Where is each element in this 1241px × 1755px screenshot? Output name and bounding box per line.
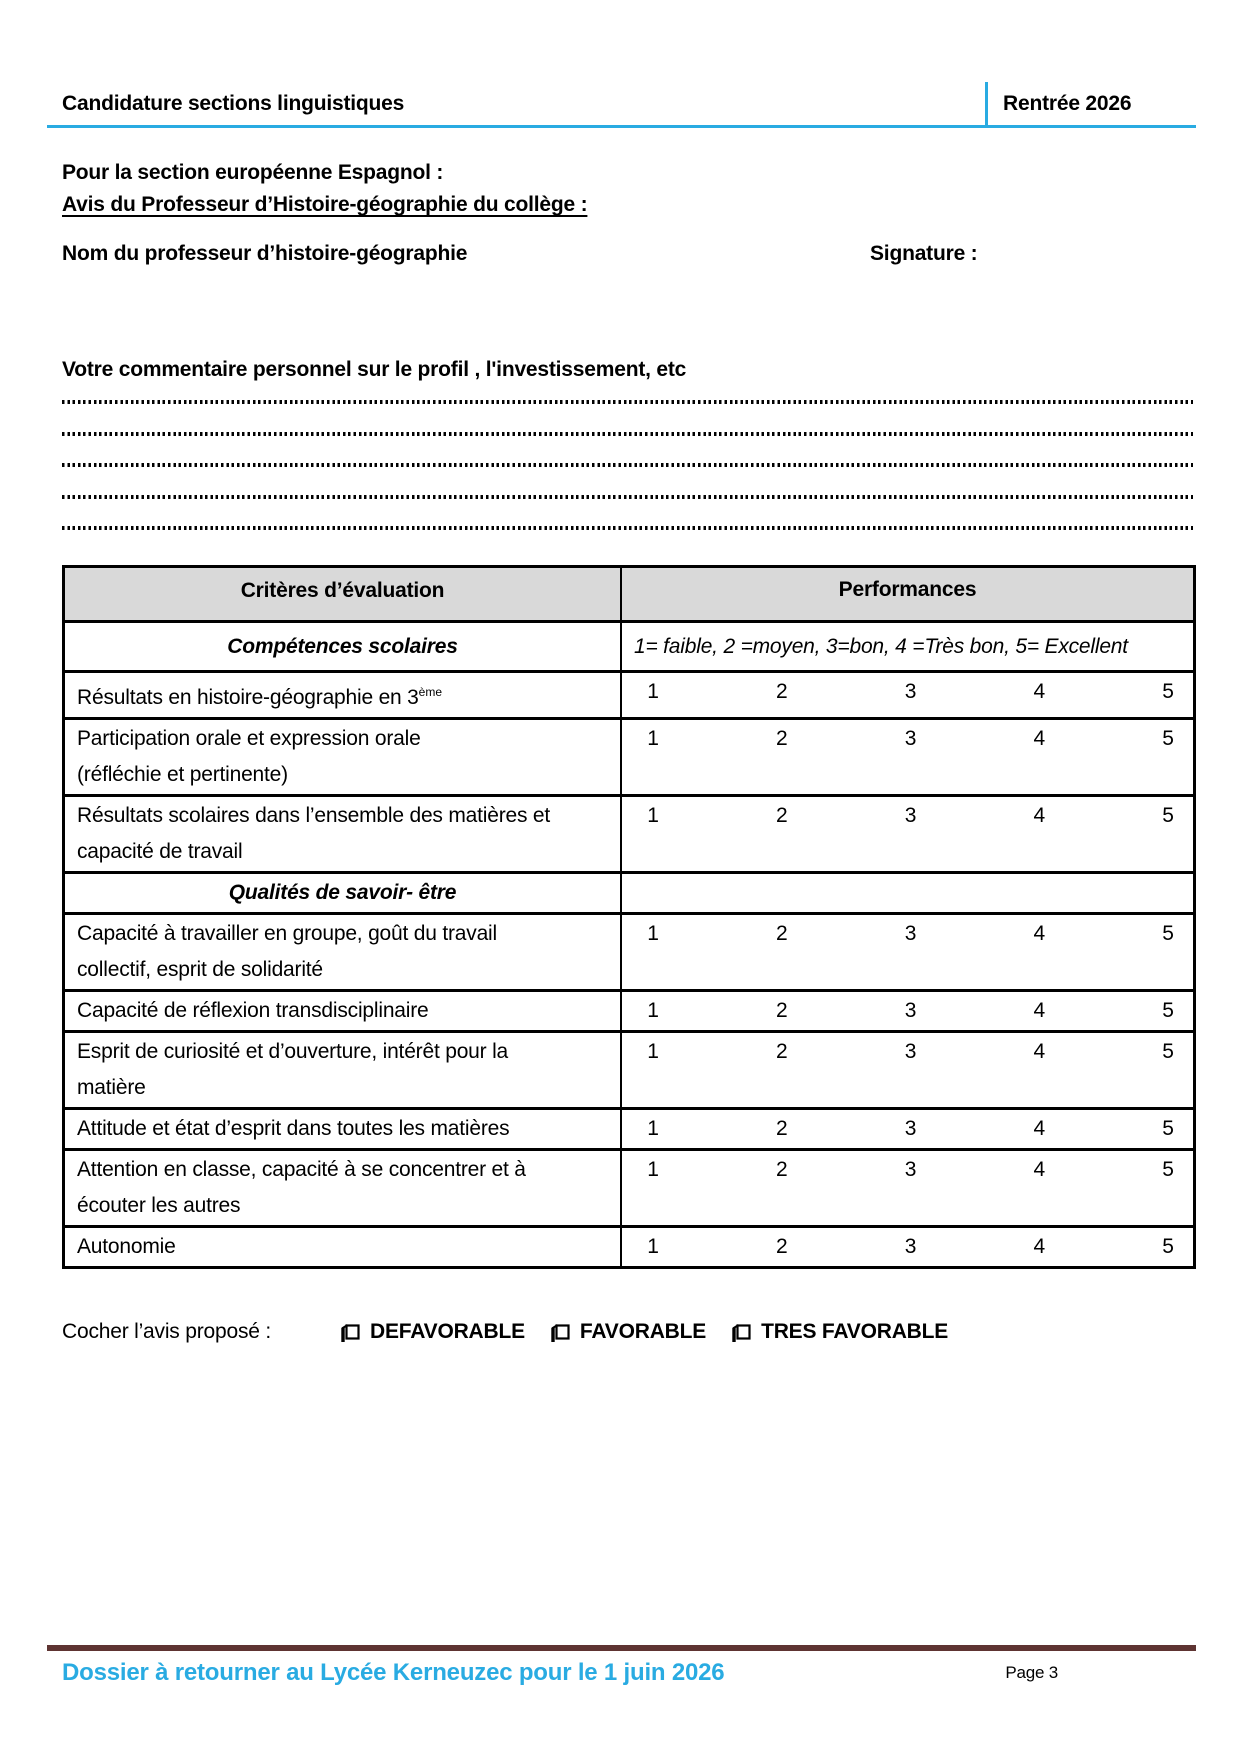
- page-header: [47, 82, 1196, 128]
- avis-option-defavorable[interactable]: [341, 1320, 525, 1344]
- criterion-label: Résultats en histoire-géographie en 3ème: [65, 673, 622, 717]
- criterion-label: Autonomie: [65, 1228, 622, 1266]
- avis-options: [341, 1320, 974, 1344]
- page-footer: [47, 1645, 1196, 1687]
- section-label: Qualités de savoir- être: [65, 874, 622, 912]
- rating-cells: [622, 915, 1193, 989]
- table-criterion-row: [65, 794, 1193, 871]
- rating-value-2[interactable]: 2: [776, 1235, 788, 1258]
- rating-value-4[interactable]: 4: [1033, 999, 1045, 1022]
- rating-cells: [622, 1228, 1193, 1266]
- rating-value-3[interactable]: 3: [904, 680, 917, 703]
- table-criterion-row: [65, 1225, 1193, 1266]
- rating-value-3[interactable]: 3: [904, 922, 917, 945]
- rating-value-5[interactable]: 5: [1162, 1158, 1174, 1181]
- header-year: Rentrée 2026: [985, 82, 1196, 125]
- comment-section: [62, 357, 1193, 558]
- comment-dotted-line[interactable]: [62, 432, 1193, 436]
- criterion-label: Participation orale et expression orale (réfléchie et pertinente): [65, 720, 622, 794]
- criterion-label: Esprit de curiosité et d’ouverture, intérêt pour la matière: [65, 1033, 622, 1107]
- avis-label: Cocher l’avis proposé :: [62, 1320, 271, 1343]
- rating-cells: [622, 720, 1193, 794]
- table-header-row: [65, 568, 1193, 620]
- avis-option-label: FAVORABLE: [579, 1320, 707, 1343]
- rating-value-5[interactable]: 5: [1162, 1040, 1174, 1063]
- comment-dotted-line[interactable]: [62, 400, 1193, 404]
- rating-value-3[interactable]: 3: [904, 1158, 917, 1181]
- rating-value-1[interactable]: 1: [647, 680, 659, 703]
- signature-label[interactable]: Signature :: [870, 242, 978, 265]
- rating-value-1[interactable]: 1: [647, 922, 659, 945]
- rating-value-3[interactable]: 3: [904, 1040, 917, 1063]
- avis-option-label: DEFAVORABLE: [370, 1320, 525, 1343]
- criterion-label: Attention en classe, capacité à se concentrer et à écouter les autres: [65, 1151, 622, 1225]
- comment-heading: Votre commentaire personnel sur le profil , l'investissement, etc: [62, 358, 687, 381]
- checkbox-icon: [732, 1322, 751, 1343]
- comment-write-area[interactable]: [62, 400, 1193, 530]
- rating-value-5[interactable]: 5: [1162, 922, 1174, 945]
- table-criterion-row: [65, 1107, 1193, 1148]
- rating-cells: [622, 673, 1193, 717]
- rating-value-5[interactable]: 5: [1162, 1235, 1174, 1258]
- rating-value-5[interactable]: 5: [1162, 804, 1174, 827]
- comment-dotted-line[interactable]: [62, 495, 1193, 499]
- rating-value-2[interactable]: 2: [776, 1117, 788, 1140]
- rating-value-4[interactable]: 4: [1033, 1040, 1045, 1063]
- table-criterion-row: [65, 989, 1193, 1030]
- rating-value-1[interactable]: 1: [647, 1158, 659, 1181]
- avis-professor-heading: Avis du Professeur d’Histoire-géographie du collège :: [62, 193, 588, 216]
- rating-value-5[interactable]: 5: [1162, 999, 1174, 1022]
- rating-value-2[interactable]: 2: [776, 999, 788, 1022]
- rating-value-4[interactable]: 4: [1033, 1158, 1045, 1181]
- table-criterion-row: [65, 670, 1193, 717]
- performances-column-header: Performances: [838, 578, 977, 601]
- criteria-column-header: Critères d’évaluation: [65, 568, 622, 620]
- rating-scale-note: [622, 874, 1193, 912]
- rating-value-4[interactable]: 4: [1033, 680, 1045, 703]
- intro-block: [62, 157, 1196, 221]
- rating-value-2[interactable]: 2: [776, 1040, 788, 1063]
- superscript: ème: [418, 685, 442, 699]
- rating-value-2[interactable]: 2: [776, 680, 788, 703]
- table-criterion-row: [65, 1148, 1193, 1225]
- rating-cells: [622, 1110, 1193, 1148]
- rating-value-1[interactable]: 1: [647, 1040, 659, 1063]
- rating-value-3[interactable]: 3: [904, 1117, 917, 1140]
- rating-cells: [622, 1151, 1193, 1225]
- rating-value-5[interactable]: 5: [1162, 727, 1174, 750]
- rating-value-2[interactable]: 2: [776, 922, 788, 945]
- rating-cells: [622, 797, 1193, 871]
- criterion-label: Résultats scolaires dans l’ensemble des matières et capacité de travail: [65, 797, 622, 871]
- rating-value-4[interactable]: 4: [1033, 804, 1045, 827]
- checkbox-icon: [341, 1322, 360, 1343]
- criterion-label: Attitude et état d’esprit dans toutes les matières: [65, 1110, 622, 1148]
- comment-dotted-line[interactable]: [62, 526, 1193, 530]
- rating-value-4[interactable]: 4: [1033, 727, 1045, 750]
- checkbox-icon: [551, 1322, 570, 1343]
- footer-rule: [47, 1645, 1196, 1651]
- rating-value-2[interactable]: 2: [776, 727, 788, 750]
- comment-dotted-line[interactable]: [62, 463, 1193, 467]
- avis-option-favorable[interactable]: [551, 1320, 706, 1344]
- table-criterion-row: [65, 717, 1193, 794]
- rating-value-3[interactable]: 3: [904, 999, 917, 1022]
- rating-value-3[interactable]: 3: [904, 804, 917, 827]
- rating-value-3[interactable]: 3: [904, 1235, 917, 1258]
- professor-name-label: Nom du professeur d’histoire-géographie: [62, 242, 468, 265]
- rating-cells: [622, 1033, 1193, 1107]
- avis-row: [62, 1320, 1196, 1344]
- page-number: Page 3: [1005, 1663, 1058, 1682]
- footer-return-notice: Dossier à retourner au Lycée Kerneuzec pour le 1 juin 2026: [62, 1659, 725, 1686]
- criterion-label: Capacité de réflexion transdisciplinaire: [65, 992, 622, 1030]
- table-section-row: [65, 620, 1193, 670]
- table-criterion-row: [65, 1030, 1193, 1107]
- rating-value-1[interactable]: 1: [647, 1235, 659, 1258]
- rating-value-1[interactable]: 1: [647, 804, 659, 827]
- avis-option-tres-favorable[interactable]: [732, 1320, 948, 1344]
- rating-value-5[interactable]: 5: [1162, 680, 1174, 703]
- table-section-row: [65, 871, 1193, 912]
- rating-value-4[interactable]: 4: [1033, 1235, 1045, 1258]
- professor-row: [62, 242, 1196, 266]
- rating-value-1[interactable]: 1: [647, 1117, 659, 1140]
- section-line: Pour la section européenne Espagnol :: [62, 161, 444, 184]
- rating-value-3[interactable]: 3: [904, 727, 917, 750]
- rating-value-2[interactable]: 2: [776, 804, 788, 827]
- table-criterion-row: [65, 912, 1193, 989]
- evaluation-table: [62, 565, 1196, 1269]
- rating-value-1[interactable]: 1: [647, 727, 659, 750]
- rating-scale-note: 1= faible, 2 =moyen, 3=bon, 4 =Très bon, 5= Excellent: [634, 634, 1128, 658]
- header-title: Candidature sections linguistiques: [62, 91, 405, 115]
- avis-option-label: TRES FAVORABLE: [761, 1320, 949, 1343]
- rating-value-4[interactable]: 4: [1033, 1117, 1045, 1140]
- rating-value-1[interactable]: 1: [647, 999, 659, 1022]
- rating-value-5[interactable]: 5: [1162, 1117, 1174, 1140]
- rating-value-2[interactable]: 2: [776, 1158, 788, 1181]
- rating-cells: [622, 992, 1193, 1030]
- rating-value-4[interactable]: 4: [1033, 922, 1045, 945]
- section-label: Compétences scolaires: [65, 623, 622, 670]
- criterion-label: Capacité à travailler en groupe, goût du travail collectif, esprit de solidarité: [65, 915, 622, 989]
